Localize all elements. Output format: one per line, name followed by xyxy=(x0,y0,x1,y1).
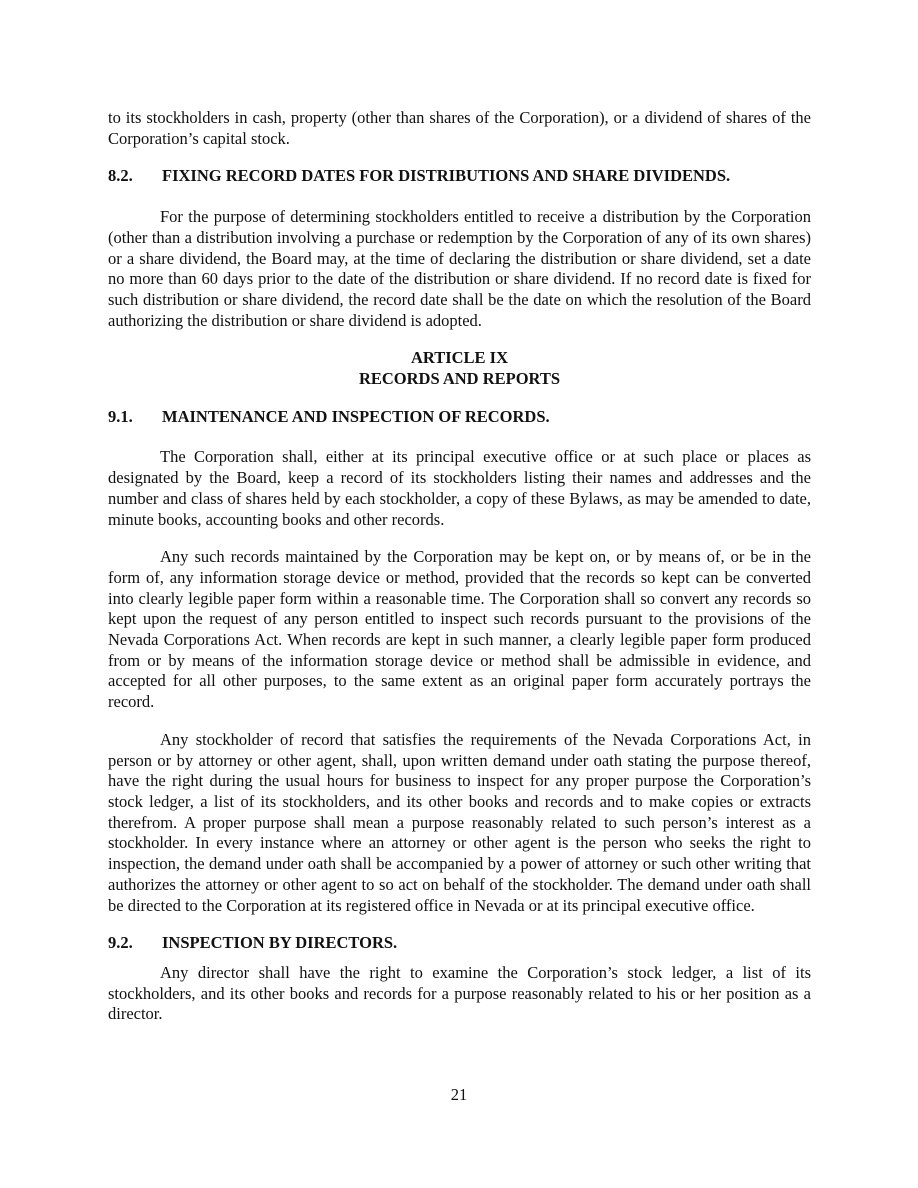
section-9-2-paragraph: Any director shall have the right to examine the Corporation’s stock ledger, a list of its stockholders, and its other books and records for a purpose reasonably related to his or her position as a director. xyxy=(108,962,811,1024)
page-number: 21 xyxy=(450,1085,468,1104)
section-title: MAINTENANCE AND INSPECTION OF RECORDS. xyxy=(162,406,550,426)
section-9-1-heading xyxy=(108,407,811,428)
section-title: FIXING RECORD DATES FOR DISTRIBUTIONS AND SHARE DIVIDENDS. xyxy=(162,166,731,186)
article-label: ARTICLE IX xyxy=(410,348,509,368)
section-title: INSPECTION BY DIRECTORS. xyxy=(162,933,398,953)
section-9-1-paragraph-3: Any stockholder of record that satisfies the requirements of the Nevada Corporations Act, in person or by attorney or other agent, shall, upon written demand under oath stating the purpose thereof, have the right during the usual hours for business to inspect for any proper purpose the Corporation’s stock ledger, a list of its stockholders, and its other books and records and to make copies or extracts therefrom. A proper purpose shall mean a purpose reasonably related to such person’s interest as a stockholder. In every instance where an attorney or other agent is the person who seeks the right to inspection, the demand under oath shall be accompanied by a power of attorney or such other writing that authorizes the attorney or other agent to so act on behalf of the stockholder. The demand under oath shall be directed to the Corporation at its registered office in Nevada or at its principal executive office. xyxy=(108,729,811,915)
intro-paragraph: to its stockholders in cash, property (other than shares of the Corporation), or a dividend of shares of the Corporation’s capital stock. xyxy=(108,108,811,148)
section-number: 8.2. xyxy=(108,166,133,186)
section-8-2-paragraph: For the purpose of determining stockholders entitled to receive a distribution by the Corporation (other than a distribution involving a purchase or redemption by the Corporation of any of its own shares) or a share dividend, the Board may, at the time of declaring the distribution or share dividend, set a date no more than 60 days prior to the date of the distribution or share dividend. If no record date is fixed for such distribution or share dividend, the record date shall be the date on which the resolution of the Board authorizing the distribution or share dividend is adopted. xyxy=(108,207,811,330)
section-8-2-heading xyxy=(108,166,811,187)
article-title: RECORDS AND REPORTS xyxy=(358,369,561,389)
document-page xyxy=(108,108,811,1025)
section-9-2-heading xyxy=(108,933,811,954)
section-9-1-paragraph-1: The Corporation shall, either at its principal executive office or at such place or places as designated by the Board, keep a record of its stockholders listing their names and addresses and the number and class of shares held by each stockholder, a copy of these Bylaws, as may be amended to date, minute books, accounting books and other records. xyxy=(108,447,811,529)
section-9-1-paragraph-2: Any such records maintained by the Corporation may be kept on, or by means of, or be in the form of, any information storage device or method, provided that the records so kept can be converted into clearly legible paper form within a reasonable time. The Corporation shall so convert any records so kept upon the request of any person entitled to inspect such records pursuant to the provisions of the Nevada Corporations Act. When records are kept in such manner, a clearly legible paper form produced from or by means of the information storage device or method shall be admissible in evidence, and accepted for all other purposes, to the same extent as an original paper form accurately portrays the record. xyxy=(108,547,811,712)
section-number: 9.1. xyxy=(108,406,133,426)
section-number: 9.2. xyxy=(108,933,133,953)
